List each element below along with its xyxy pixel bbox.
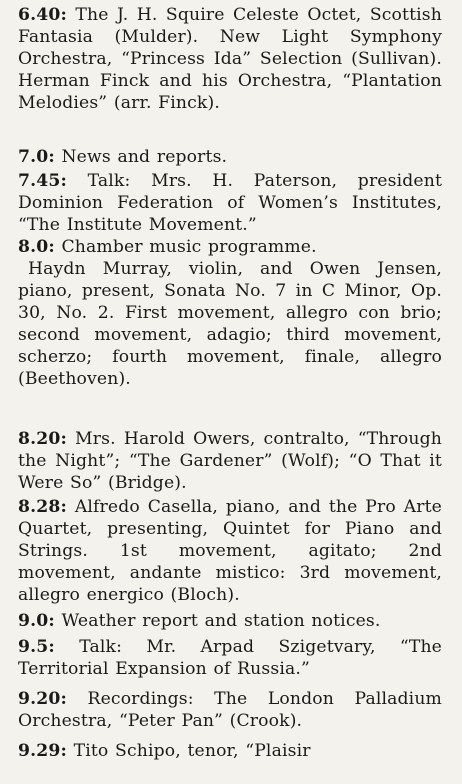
entry-time: 9.29:: [18, 741, 67, 761]
listing-entry-9-0: [18, 610, 442, 632]
listing-entry-9-5: [18, 636, 442, 680]
entry-text: Recordings: The London Palladium Orchestra, “Peter Pan” (Crook).: [18, 689, 442, 731]
entry-time: 6.40:: [18, 5, 67, 25]
entry-text: Mrs. Harold Owers, contralto, “Through the Night”; “The Gardener” (Wolf); “O That it Were So” (Bridge).: [18, 429, 442, 493]
listing-entry-9-20: [18, 688, 442, 732]
entry-text: Alfredo Casella, piano, and the Pro Arte Quartet, presenting, Quintet for Piano and Strings. 1st movement, agitato; 2nd movement, andante mistico: 3rd movement, allegro energico (Bloch).: [18, 497, 442, 605]
entry-text: Chamber music programme.: [61, 237, 317, 257]
listing-entry-9-29: [18, 740, 442, 762]
listing-entry-6-40: [18, 4, 442, 114]
entry-time: 9.5:: [18, 637, 55, 657]
listing-entry-7-0: [18, 146, 442, 168]
listing-entry-7-45: [18, 170, 442, 236]
entry-time: 8.28:: [18, 497, 67, 517]
entry-text: The J. H. Squire Celeste Octet, Scottish Fantasia (Mulder). New Light Symphony Orchestra, “Princess Ida” Selection (Sullivan). Herman Finck and his Orchestra, “Plantation Melodies” (arr. Finck).: [18, 5, 442, 113]
entry-time: 8.20:: [18, 429, 67, 449]
entry-time: 9.0:: [18, 611, 55, 631]
entry-time: 7.45:: [18, 171, 67, 191]
entry-heading: [18, 236, 442, 258]
entry-text: Talk: Mrs. H. Paterson, president Dominion Federation of Women’s Institutes, “The Institute Movement.”: [18, 171, 442, 235]
listing-entry-8-0: [18, 236, 442, 390]
entry-text: News and reports.: [61, 147, 228, 167]
entry-continuation: [18, 258, 442, 390]
listing-entry-8-20: [18, 428, 442, 494]
entry-text: Weather report and station notices.: [61, 611, 381, 631]
entry-text: Talk: Mr. Arpad Szigetvary, “The Territorial Expansion of Russia.”: [18, 637, 442, 679]
entry-time: 8.0:: [18, 237, 55, 257]
entry-continuation-text: Haydn Murray, violin, and Owen Jensen, piano, present, Sonata No. 7 in C Minor, Op. 30, No. 2. First movement, allegro con brio; second movement, adagio; third movement, scherzo; fourth movement, finale, allegro (Beethoven).: [18, 259, 442, 389]
entry-text: Tito Schipo, tenor, “Plaisir: [73, 741, 311, 761]
listing-entry-8-28: [18, 496, 442, 606]
entry-time: 7.0:: [18, 147, 55, 167]
entry-time: 9.20:: [18, 689, 67, 709]
